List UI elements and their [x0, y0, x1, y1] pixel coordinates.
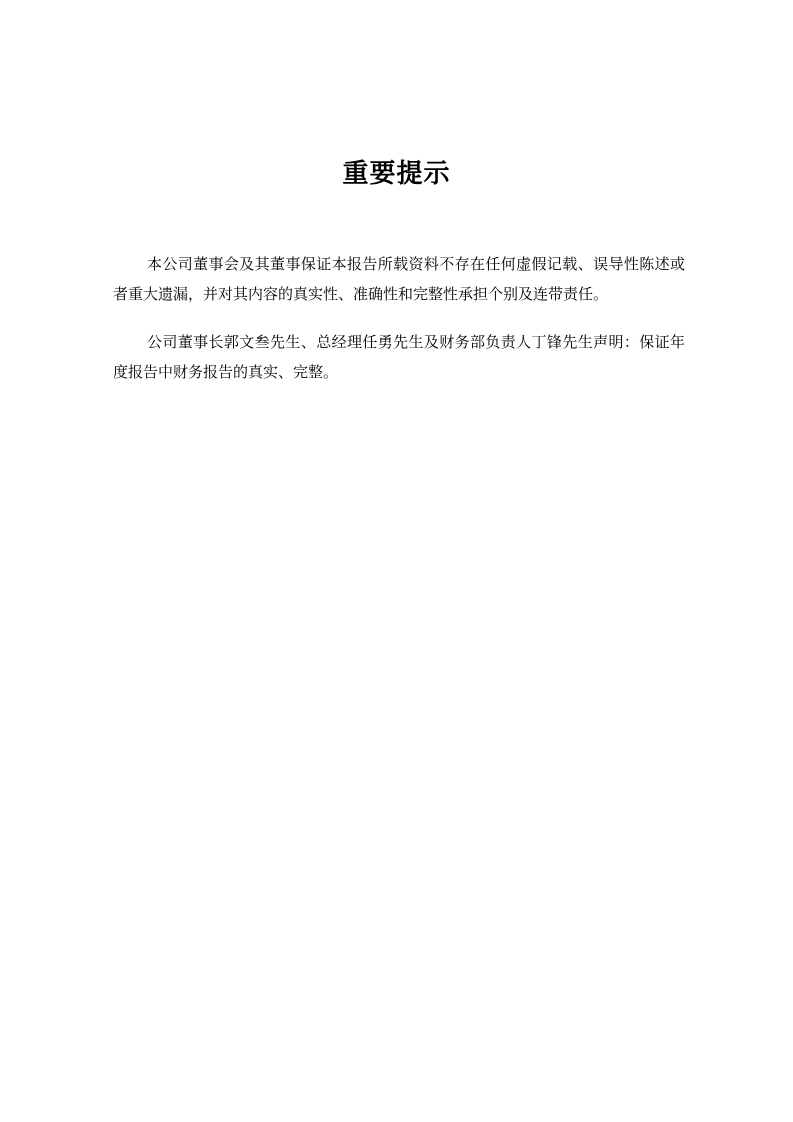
financial-report-declaration: 公司董事长郭文叁先生、总经理任勇先生及财务部负责人丁锋先生声明：保证年度报告中财务报告的真实、完整。	[113, 333, 685, 381]
board-responsibility-statement: 本公司董事会及其董事保证本报告所载资料不存在任何虚假记载、误导性陈述或者重大遗漏，并对其内容的真实性、准确性和完整性承担个别及连带责任。	[113, 255, 685, 303]
page-title: 重要提示	[342, 159, 451, 189]
